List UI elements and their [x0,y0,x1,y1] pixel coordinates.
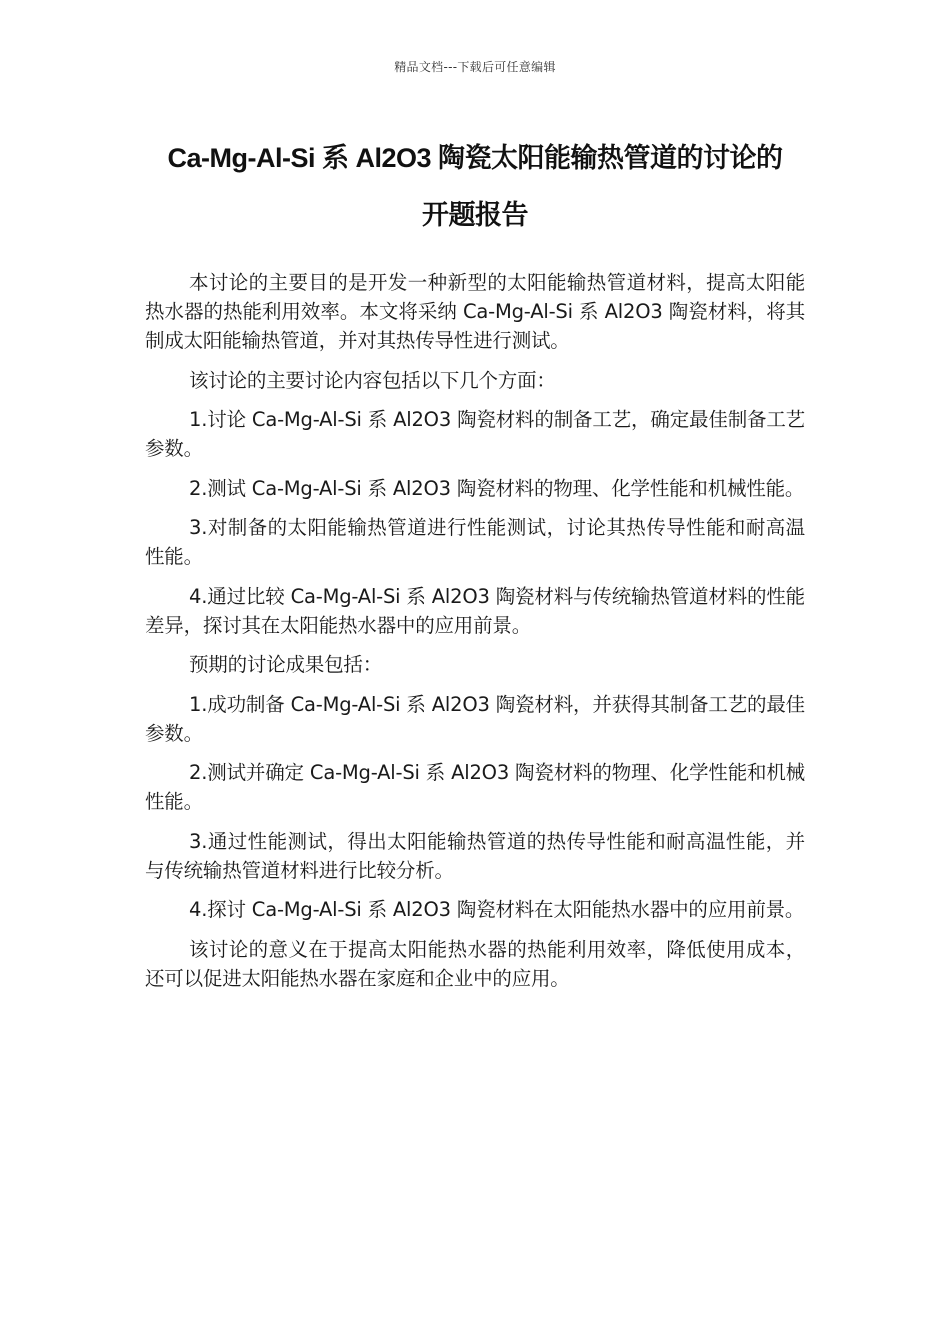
page-header-note: 精品文档---下载后可任意编辑 [394,60,556,74]
paragraph-result-item-4: 4.探讨 Ca-Mg-Al-Si 系 Al2O3 陶瓷材料在太阳能热水器中的应用前景。 [189,898,805,921]
paragraph-result-item-3: 3.通过性能测试，得出太阳能输热管道的热传导性能和耐高温性能，并与传统输热管道材料进行比较分析。 [145,829,805,882]
paragraph-content-item-1: 1.讨论 Ca-Mg-Al-Si 系 Al2O3 陶瓷材料的制备工艺，确定最佳制备工艺参数。 [145,408,805,460]
paragraph-result-item-2: 2.测试并确定 Ca-Mg-Al-Si 系 Al2O3 陶瓷材料的物理、化学性能和机械性能。 [145,761,805,813]
paragraph-result-item-1: 1.成功制备 Ca-Mg-Al-Si 系 Al2O3 陶瓷材料，并获得其制备工艺的最佳参数。 [145,692,805,745]
title-line-1: Ca-Mg-Al-Si 系 Al2O3 陶瓷太阳能输热管道的讨论的 [167,143,783,173]
paragraph-content-intro: 该讨论的主要讨论内容包括以下几个方面： [189,368,556,392]
document-body [145,268,805,1003]
paragraph-results-intro: 预期的讨论成果包括： [189,653,383,676]
paragraph-purpose: 本讨论的主要目的是开发一种新型的太阳能输热管道材料，提高太阳能热水器的热能利用效率。本文将采纳 Ca-Mg-Al-Si 系 Al2O3 陶瓷材料，将其制成太阳能输热管道，并对其热传导性进行测试。 [145,271,805,352]
title-line-2: 开题报告 [422,200,528,230]
paragraph-content-item-2: 2.测试 Ca-Mg-Al-Si 系 Al2O3 陶瓷材料的物理、化学性能和机械性能。 [189,476,805,500]
paragraph-content-item-4: 4.通过比较 Ca-Mg-Al-Si 系 Al2O3 陶瓷材料与传统输热管道材料的性能差异，探讨其在太阳能热水器中的应用前景。 [145,584,805,637]
document-title [100,130,850,244]
paragraph-significance: 该讨论的意义在于提高太阳能热水器的热能利用效率，降低使用成本，还可以促进太阳能热水器在家庭和企业中的应用。 [145,937,805,990]
paragraph-content-item-3: 3.对制备的太阳能输热管道进行性能测试，讨论其热传导性能和耐高温性能。 [145,516,805,568]
